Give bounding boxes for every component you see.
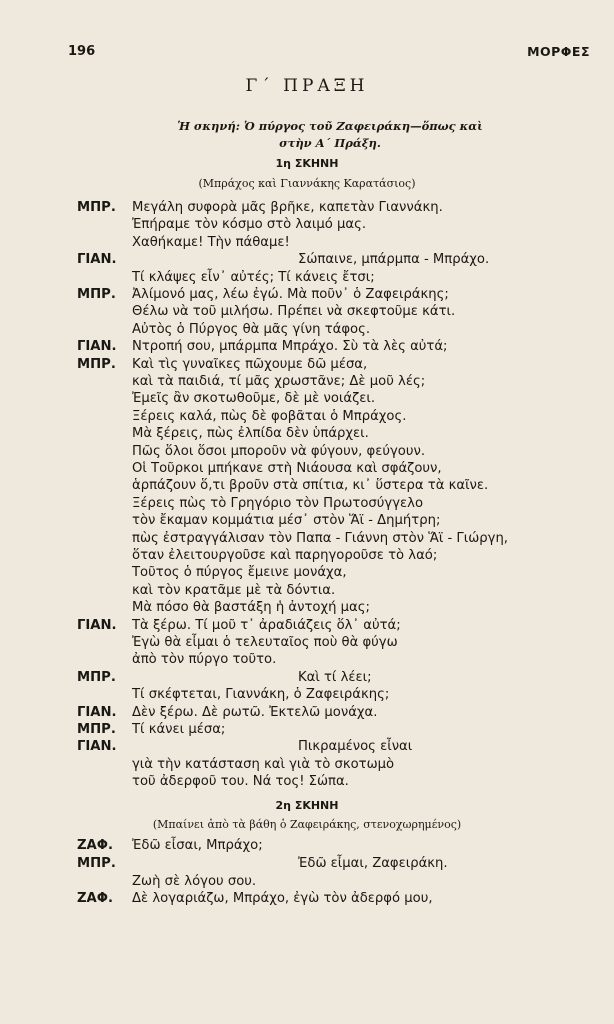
dialogue-line: Ἐμεῖς ἂν σκοτωθοῦμε, δὲ μὲ νοιάζει. bbox=[132, 391, 376, 407]
dialogue-line: Πῶς ὅλοι ὅσοι μποροῦν νὰ φύγουν, φεύγουν. bbox=[132, 443, 426, 459]
dialogue-line: Ξέρεις καλά, πὼς δὲ φοβᾶται ὁ Μπράχος. bbox=[132, 408, 407, 424]
speaker-label: ΜΠΡ. bbox=[77, 669, 116, 685]
speaker-label: ΓΙΑΝ. bbox=[77, 617, 117, 633]
scene-1-title: 1η ΣΚΗΝΗ bbox=[275, 157, 339, 170]
dialogue-line: γιὰ τὴν κατάσταση καὶ γιὰ τὸ σκοτωμὸ bbox=[132, 756, 395, 772]
dialogue-line: Ζωὴ σὲ λόγου σου. bbox=[132, 873, 257, 889]
dialogue-line: καὶ τὰ παιδιά, τί μᾶς χρωστᾶνε; Δὲ μοῦ λές; bbox=[132, 374, 426, 389]
speaker-label: ΜΠΡ. bbox=[77, 722, 116, 737]
dialogue-line: πὼς ἐστραγγάλισαν τὸν Παπα - Γιάννη στὸν Ἅϊ - Γιώργη, bbox=[132, 530, 508, 546]
dialogue-line: Θέλω νὰ τοῦ μιλήσω. Πρέπει νὰ σκεφτοῦμε κάτι. bbox=[132, 304, 456, 320]
scene-2-note: (Μπαίνει ἀπὸ τὰ βάθη ὁ Ζαφειράκης, στενοχωρημένος) bbox=[152, 818, 462, 831]
dialogue-line: καὶ τὸν κρατᾶμε μὲ τὰ δόντια. bbox=[132, 582, 336, 598]
dialogue-line: Τοῦτος ὁ πύργος ἔμεινε μονάχα, bbox=[132, 565, 347, 581]
dialogue-line: Ἀλίμονό μας, λέω ἐγώ. Μὰ ποῦν᾽ ὁ Ζαφειράκης; bbox=[132, 287, 449, 302]
speaker-label: ΓΙΑΝ. bbox=[77, 739, 117, 755]
dialogue-line: Ἐδῶ εἶμαι, Ζαφειράκη. bbox=[298, 855, 448, 871]
setting-line-1: Ἡ σκηνή: Ὁ πύργος τοῦ Ζαφειράκη—ὅπως καὶ bbox=[177, 119, 483, 133]
speaker-label: ΜΠΡ. bbox=[77, 356, 116, 372]
speaker-label: ΖΑΦ. bbox=[77, 891, 113, 907]
setting-description bbox=[140, 118, 520, 152]
speaker-label: ΓΙΑΝ. bbox=[77, 252, 117, 268]
scene-2-title: 2η ΣΚΗΝΗ bbox=[275, 799, 339, 812]
dialogue-line: ἁρπάζουν ὅ,τι βροῦν στὰ σπίτια, κι᾽ ὕστερα τὰ καῖνε. bbox=[132, 478, 489, 494]
speaker-label: ΖΑΦ. bbox=[77, 838, 113, 853]
dialogue-line: Σώπαινε, μπάρμπα - Μπράχο. bbox=[298, 252, 490, 268]
setting-line-2: στὴν Α΄ Πράξη. bbox=[279, 136, 381, 150]
dialogue-line: ὅταν ἐλειτουργοῦσε καὶ παρηγοροῦσε τὸ λαό; bbox=[132, 548, 438, 563]
dialogue-line: Τί κάνει μέσα; bbox=[132, 722, 226, 737]
dialogue-line: Ντροπή σου, μπάρμπα Μπράχο. Σὺ τὰ λὲς αὐτά; bbox=[132, 339, 448, 355]
speaker-label: ΜΠΡ. bbox=[77, 855, 116, 871]
dialogue-line: Χαθήκαμε! Τὴν πάθαμε! bbox=[132, 234, 290, 250]
dialogue-line: Μὰ πόσο θὰ βαστάξη ἡ ἀντοχή μας; bbox=[132, 600, 370, 616]
running-title: ΜΟΡΦΕΣ bbox=[527, 44, 590, 59]
dialogue-line: Ἐπήραμε τὸν κόσμο στὸ λαιμό μας. bbox=[132, 217, 367, 233]
dialogue-line: Τὰ ξέρω. Τί μοῦ τ᾽ ἀραδιάζεις ὅλ᾽ αὐτά; bbox=[132, 617, 401, 633]
dialogue-line: Δὲ λογαριάζω, Μπράχο, ἐγὼ τὸν ἀδερφό μου, bbox=[132, 891, 433, 907]
dialogue-line: Ἐγὼ θὰ εἶμαι ὁ τελευταῖος ποὺ θὰ φύγω bbox=[132, 635, 398, 650]
dialogue-line: Τί κλάψες εἶν᾽ αὐτές; Τί κάνεις ἔτσι; bbox=[132, 269, 375, 285]
dialogue-line: Αὐτὸς ὁ Πύργος θὰ μᾶς γίνη τάφος. bbox=[132, 321, 371, 337]
dialogue-line: τὸν ἔκαμαν κομμάτια μέσ᾽ στὸν Ἅϊ - Δημήτρη; bbox=[132, 513, 441, 529]
dialogue-line: Καὶ τὶς γυναῖκες πῶχουμε δῶ μέσα, bbox=[132, 356, 368, 372]
dialogue-line: τοῦ ἀδερφοῦ του. Νά τος! Σώπα. bbox=[132, 774, 349, 790]
speaker-label: ΓΙΑΝ. bbox=[77, 339, 117, 355]
speaker-label: ΜΠΡ. bbox=[77, 200, 116, 215]
speaker-label: ΓΙΑΝ. bbox=[77, 704, 117, 720]
dialogue-line: Ἐδῶ εἶσαι, Μπράχο; bbox=[132, 838, 263, 853]
speaker-label: ΜΠΡ. bbox=[77, 287, 116, 302]
dialogue-line: Οἱ Τοῦρκοι μπήκανε στὴ Νιάουσα καὶ σφάζουν, bbox=[132, 461, 442, 476]
dialogue-line: Καὶ τί λέει; bbox=[298, 669, 372, 685]
page-number: 196 bbox=[68, 44, 96, 59]
dialogue-line: Μεγάλη συφορὰ μᾶς βρῆκε, καπετὰν Γιαννάκη. bbox=[132, 200, 443, 215]
dialogue-line: Ξέρεις πὼς τὸ Γρηγόριο τὸν Πρωτοσύγγελο bbox=[132, 495, 424, 511]
act-title: Γ΄ ΠΡΑΞΗ bbox=[245, 76, 369, 96]
dialogue-line: Τί σκέφτεται, Γιαννάκη, ὁ Ζαφειράκης; bbox=[132, 687, 390, 703]
dialogue-line: Πικραμένος εἶναι bbox=[298, 739, 413, 755]
dialogue-line: Μὰ ξέρεις, πὼς ἐλπίδα δὲν ὑπάρχει. bbox=[132, 426, 369, 442]
dialogue-line: Δὲν ξέρω. Δὲ ρωτῶ. Ἐκτελῶ μονάχα. bbox=[132, 704, 378, 720]
scene-1-note: (Μπράχος καὶ Γιαννάκης Καρατάσιος) bbox=[198, 177, 416, 190]
dialogue-line: ἀπὸ τὸν πύργο τοῦτο. bbox=[132, 652, 277, 668]
